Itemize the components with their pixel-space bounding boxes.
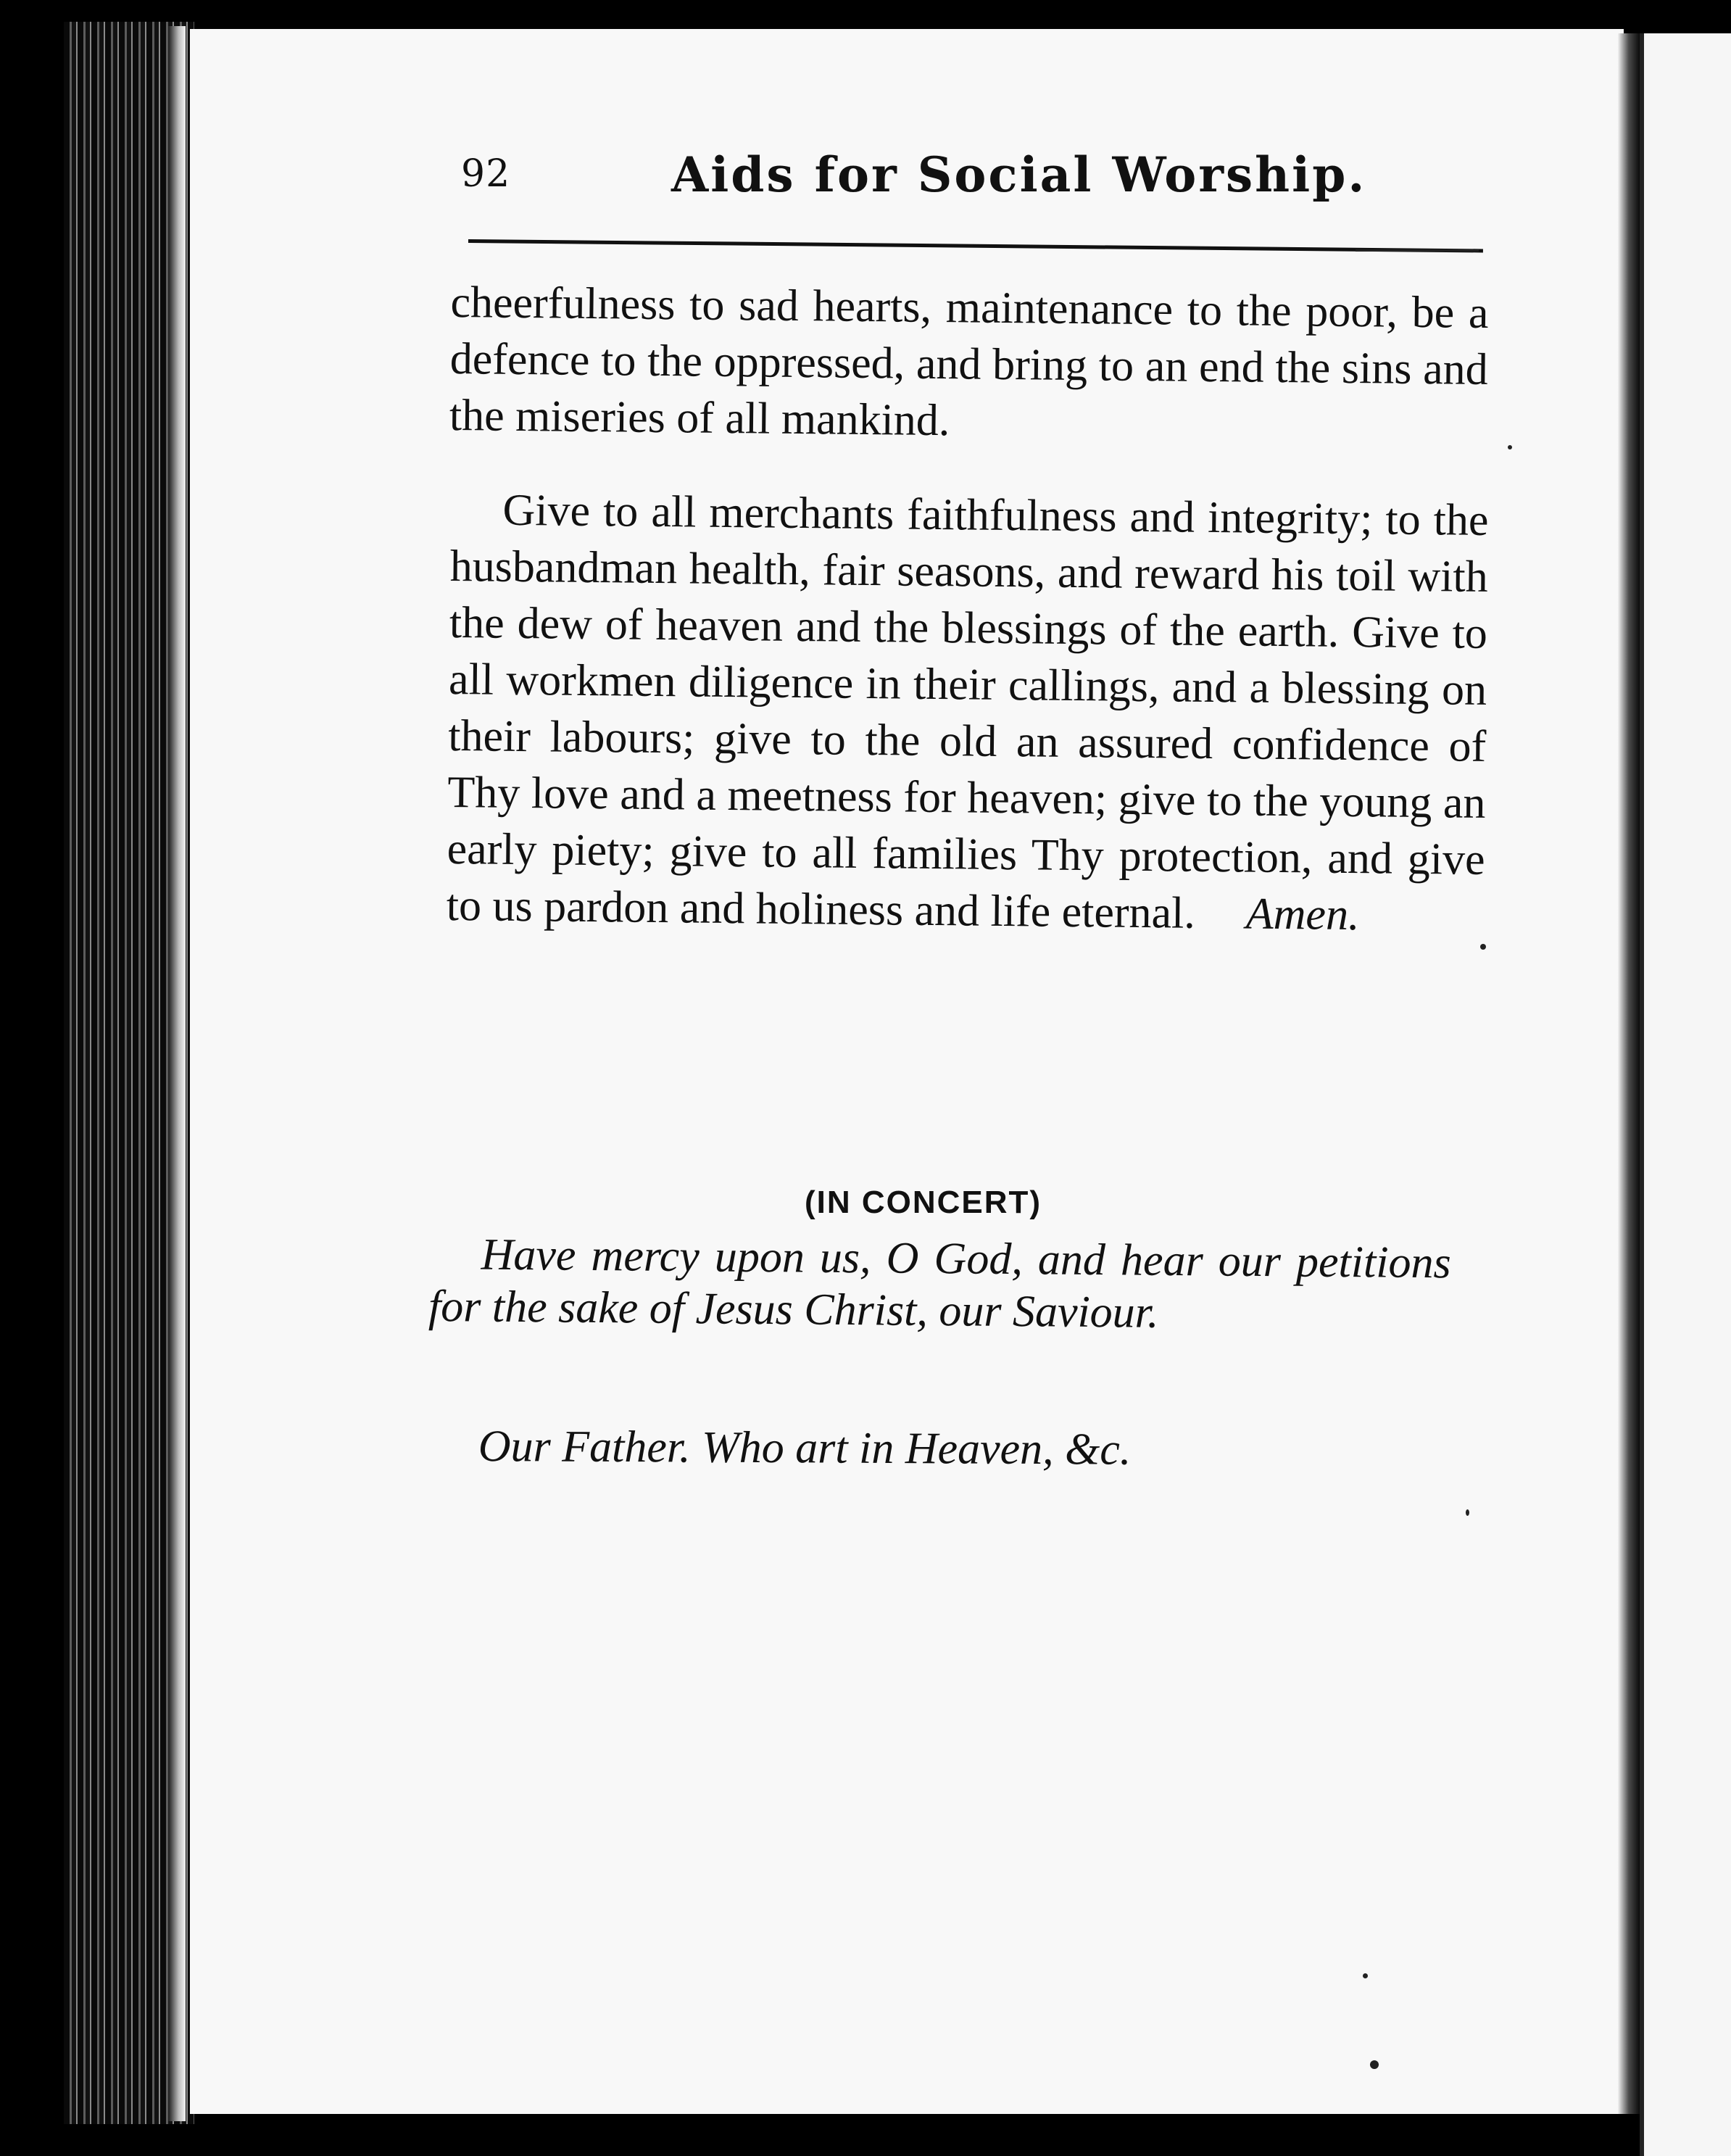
paragraph-intercession-text: Give to all merchants faithfulness and integrity; to the husbandman health, fair seasons, and reward his toil with the dew of heaven and the blessings of the earth. Give to all workmen diligence in their callings, and a blessing on their labours; give to the old an assured confidence of Thy love and a meetness for heaven; give to the young an early piety; give to all families Thy protection, and give to us pardon and holiness and life eternal. xyxy=(446,485,1489,938)
concert-prayer-block xyxy=(428,1228,1451,1338)
header-rule-segment xyxy=(1356,249,1479,252)
page-edge-shadow xyxy=(1618,33,1640,2114)
running-title: Aids for Social Worship. xyxy=(671,146,1367,203)
scan-speck xyxy=(1466,1509,1469,1516)
scan-speck xyxy=(1363,1973,1368,1978)
running-head xyxy=(461,148,1486,228)
section-heading: (IN CONCERT) xyxy=(805,1185,1042,1220)
body-text xyxy=(446,274,1489,940)
scan-speck xyxy=(1480,944,1486,950)
page-gutter xyxy=(168,26,186,2121)
scan-speck xyxy=(1508,445,1512,449)
facing-page-edge xyxy=(1640,33,1731,2156)
amen-text: Amen. xyxy=(1245,889,1360,940)
page-number: 92 xyxy=(461,152,511,196)
scan-speck xyxy=(1370,2060,1379,2069)
paragraph-continuation: cheerfulness to sad hearts, maintenance to the poor, be a defence to the oppressed, and bring to an end the sins and the miseries of all mankind. xyxy=(449,277,1489,446)
lords-prayer-line: Our Father. Who art in Heaven, &c. xyxy=(478,1422,1132,1475)
paragraph-intercession xyxy=(446,481,1488,945)
concert-prayer: Have mercy upon us, O God, and hear our petitions for the sake of Jesus Christ, our Saviour. xyxy=(428,1230,1451,1338)
